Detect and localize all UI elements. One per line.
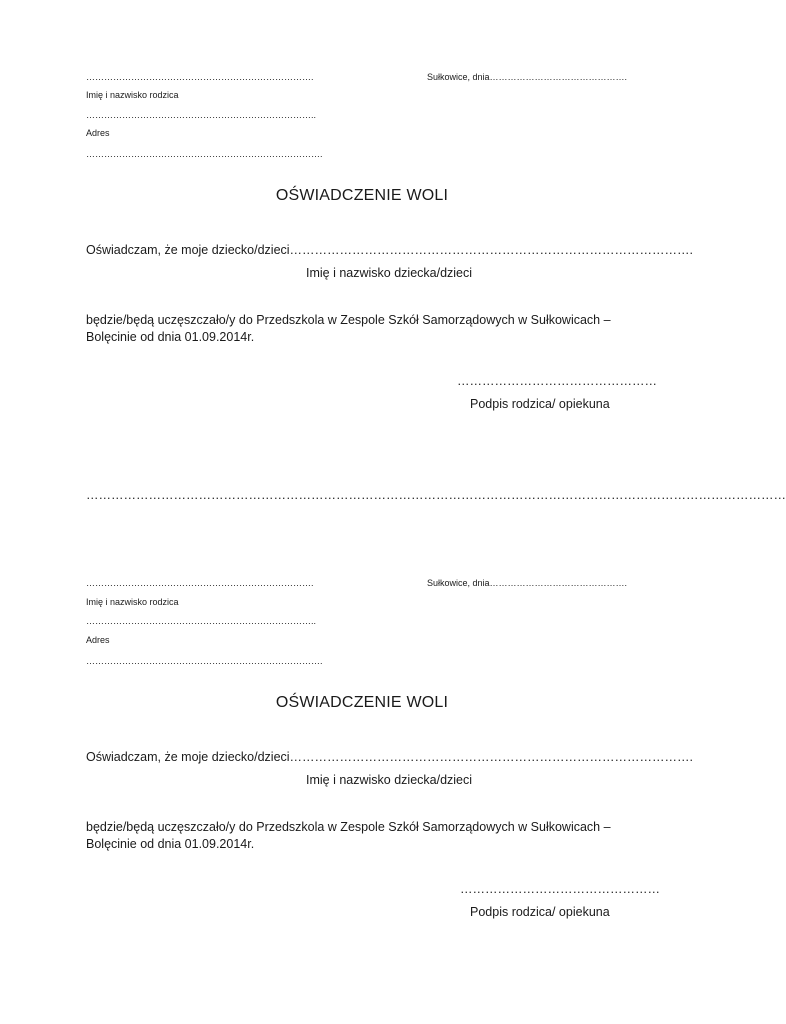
- signature-label: Podpis rodzica/ opiekuna: [470, 905, 610, 919]
- signature-label: Podpis rodzica/ opiekuna: [470, 397, 610, 411]
- child-name-label: Imię i nazwisko dziecka/dzieci: [306, 773, 473, 787]
- address-field-2: …………………………………………………………………….: [86, 656, 323, 666]
- declaration-line: Oświadczam, że moje dziecko/dzieci…………………………………………………………………………………….: [86, 750, 694, 764]
- declaration-body: będzie/będą uczęszczało/y do Przedszkola w Zespole Szkół Samorządowych w Sułkowicach – Bolęcinie od dnia 01.09.2014r.: [86, 820, 611, 851]
- child-name-label: Imię i nazwisko dziecka/dzieci: [306, 266, 473, 280]
- address-label: Adres: [86, 128, 110, 138]
- address-label: Adres: [86, 635, 110, 645]
- parent-name-label: Imię i nazwisko rodzica: [86, 597, 179, 607]
- place-date-field: Sułkowice, dnia……………………………………….: [427, 72, 628, 82]
- address-field-1: …………………………………………………………………..: [86, 616, 317, 626]
- declaration-line: Oświadczam, że moje dziecko/dzieci…………………………………………………………………………………….: [86, 243, 694, 257]
- parent-name-field: ………………………………………………………………….: [86, 578, 314, 588]
- parent-name-field: ………………………………………………………………….: [86, 72, 314, 82]
- cut-line: ……………………………………………………………………………………………………………………………………………………: [86, 488, 786, 502]
- place-date-field: Sułkowice, dnia……………………………………….: [427, 578, 628, 588]
- document-title: OŚWIADCZENIE WOLI: [275, 694, 449, 711]
- parent-name-label: Imię i nazwisko rodzica: [86, 90, 179, 100]
- signature-field: …………………………………………: [457, 374, 657, 388]
- signature-field: …………………………………………: [460, 882, 660, 896]
- address-field-1: …………………………………………………………………..: [86, 110, 317, 120]
- document-title: OŚWIADCZENIE WOLI: [275, 187, 449, 204]
- address-field-2: …………………………………………………………………….: [86, 149, 323, 159]
- declaration-body: będzie/będą uczęszczało/y do Przedszkola w Zespole Szkół Samorządowych w Sułkowicach – Bolęcinie od dnia 01.09.2014r.: [86, 313, 611, 344]
